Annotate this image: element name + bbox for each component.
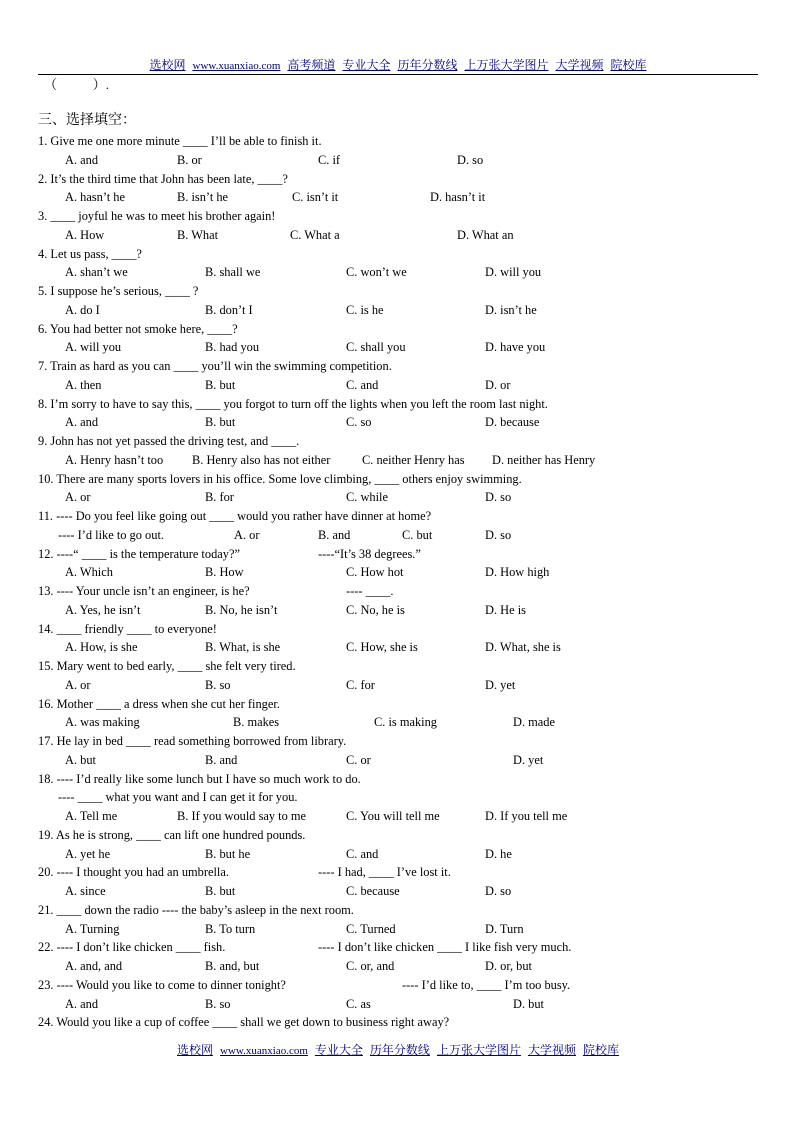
option-c: C. so	[346, 415, 372, 430]
option-b: B. or	[177, 152, 202, 167]
question-text-2: ---- ____ what you want and I can get it for you.	[58, 790, 298, 805]
option-b: B. isn’t he	[177, 190, 229, 205]
option-d: D. isn’t he	[485, 302, 537, 317]
option-a: A. and	[65, 152, 99, 167]
option-d: D. because	[485, 415, 540, 430]
option-c: C. and	[346, 377, 379, 392]
question-text: 5. I suppose he’s serious, ____ ?	[38, 284, 199, 298]
question-stem	[38, 582, 394, 601]
question-text: 21. ____ down the radio ---- the baby’s asleep in the next room.	[38, 902, 354, 917]
question-text: 3. ____ joyful he was to meet his brother again!	[38, 209, 276, 223]
option-a: A. How, is she	[65, 640, 138, 655]
question-text: 4. Let us pass, ____?	[38, 246, 142, 261]
question-stem	[38, 357, 392, 376]
option-b: B. makes	[233, 715, 280, 730]
option-d: D. How high	[485, 565, 550, 580]
question-text: 22. ---- I don’t like chicken ____ fish.	[38, 940, 226, 955]
option-a: A. How	[65, 227, 105, 242]
option-d: D. have you	[485, 340, 546, 355]
option-a: A. shan’t we	[65, 265, 128, 280]
option-c: C. or	[346, 752, 371, 767]
option-b: B. and, but	[205, 959, 260, 973]
option-b: B. Henry also has not either	[192, 452, 331, 467]
option-a: A. Henry hasn’t too	[65, 452, 164, 467]
option-c: C. No, he is	[346, 602, 405, 617]
question-text: 18. ---- I’d really like some lunch but I have so much work to do.	[38, 771, 361, 786]
option-a: A. or	[65, 677, 91, 692]
question-stem	[38, 395, 548, 414]
question-stem	[38, 901, 354, 920]
question-stem	[38, 320, 238, 339]
footer-link-xuanxiao[interactable]: 选校网	[177, 1043, 214, 1057]
option-c: C. How, she is	[346, 640, 418, 655]
option-a: A. and	[65, 415, 99, 430]
question-stem	[38, 432, 299, 451]
question-text: 2. It’s the third time that John has been late, ____?	[38, 171, 288, 186]
option-c: C. won’t we	[346, 265, 407, 280]
question-text: 24. Would you like a cup of coffee ____ shall we get down to business right away?	[38, 1015, 450, 1030]
question-stem	[38, 245, 142, 264]
question-reply: ---- I don’t like chicken ____ I like fish very much.	[318, 940, 572, 955]
option-c: C. as	[346, 996, 371, 1011]
question-text: 8. I’m sorry to have to say this, ____ you forgot to turn off the lights when you left the room last night.	[38, 396, 548, 411]
option-c: C. and	[346, 846, 379, 861]
header-link-majors[interactable]: 专业大全	[342, 58, 391, 72]
question-text: 6. You had better not smoke here, ____?	[38, 321, 238, 336]
option-d: D. made	[513, 715, 555, 730]
question-text-2: ---- I’d like to go out.	[58, 527, 164, 542]
question-stem	[38, 620, 217, 639]
option-c: C. What a	[290, 227, 340, 242]
question-stem	[38, 545, 421, 564]
question-stem	[38, 470, 522, 489]
option-d: D. so	[457, 152, 484, 167]
question-text: 17. He lay in bed ____ read something borrowed from library.	[38, 734, 347, 748]
option-b: B. but	[205, 884, 236, 898]
option-d: D. hasn’t it	[430, 190, 486, 205]
page-header	[38, 56, 758, 75]
option-c: C. if	[318, 152, 341, 167]
question-text: 19. As he is strong, ____ can lift one hundred pounds.	[38, 827, 306, 842]
question-text: 15. Mary went to bed early, ____ she felt very tired.	[38, 659, 296, 673]
question-reply: ---- I’d like to, ____ I’m too busy.	[402, 977, 571, 992]
option-c: C. or, and	[346, 959, 395, 973]
question-text: 16. Mother ____ a dress when she cut her finger.	[38, 696, 280, 711]
option-c: C. is he	[346, 302, 384, 317]
option-d: D. yet	[513, 752, 544, 767]
option-c: C. because	[346, 884, 400, 898]
option-a: A. or	[65, 490, 91, 505]
option-b: B. so	[205, 677, 231, 692]
option-a: A. but	[65, 752, 96, 767]
question-continuation	[38, 526, 512, 545]
option-b: B. but	[205, 415, 236, 430]
option-a: A. then	[65, 377, 102, 392]
question-stem	[38, 207, 275, 226]
option-b: B. so	[205, 996, 231, 1011]
question-text: 23. ---- Would you like to come to dinner tonight?	[38, 977, 286, 992]
option-d: D. will you	[485, 265, 542, 280]
question-stem	[38, 657, 296, 676]
option-a: A. and	[65, 996, 99, 1011]
answer-parenthesis: （ ）.	[44, 77, 110, 92]
option-c: C. is making	[374, 715, 437, 730]
question-stem	[38, 282, 198, 301]
question-text: 11. ---- Do you feel like going out ____ would you rather have dinner at home?	[38, 509, 432, 523]
option-b: B. but he	[205, 846, 251, 861]
option-d: D. yet	[485, 677, 516, 692]
question-stem	[38, 863, 451, 882]
question-stem	[38, 732, 346, 751]
option-b: B. for	[205, 490, 234, 505]
option-b: B. and	[205, 752, 238, 767]
option-a: A. Which	[65, 565, 113, 580]
question-stem	[38, 938, 572, 957]
option-a: A. Tell me	[65, 809, 118, 823]
option-a: A. hasn’t he	[65, 190, 125, 205]
question-stem	[38, 770, 361, 789]
option-a: A. since	[65, 884, 106, 898]
option-a: A. Yes, he isn’t	[65, 602, 141, 617]
option-d: D. or	[485, 377, 511, 392]
option-d: D. He is	[485, 602, 526, 617]
header-link-scores[interactable]: 历年分数线	[397, 58, 458, 72]
question-stem	[38, 976, 571, 995]
question-stem	[38, 1013, 449, 1032]
option-d: D. so	[485, 527, 512, 542]
header-link-xuanxiao[interactable]: 选校网	[149, 58, 186, 72]
footer-link-photos[interactable]: 上万张大学图片	[436, 1043, 521, 1057]
option-b: B. If you would say to me	[177, 809, 307, 823]
question-stem	[38, 695, 280, 714]
option-b: B. don’t I	[205, 302, 253, 317]
option-a: A. do I	[65, 302, 100, 317]
question-text: 9. John has not yet passed the driving test, and ____.	[38, 434, 300, 448]
page-footer	[38, 1041, 758, 1059]
option-a: A. was making	[65, 715, 140, 730]
question-text: 14. ____ friendly ____ to everyone!	[38, 621, 217, 636]
header-link-gaokao[interactable]: 高考频道	[287, 58, 336, 72]
option-a: A. and, and	[65, 959, 123, 973]
question-text: 10. There are many sports lovers in his office. Some love climbing, ____ others enjoy swimming.	[38, 471, 522, 486]
header-link-photos[interactable]: 上万张大学图片	[464, 58, 549, 72]
option-c: C. for	[346, 677, 375, 692]
option-c: C. You will tell me	[346, 809, 440, 823]
header-link-videos[interactable]: 大学视频	[555, 58, 604, 72]
option-c: C. but	[402, 527, 433, 542]
footer-link-scores[interactable]: 历年分数线	[369, 1043, 430, 1057]
option-d: D. What, she is	[485, 640, 561, 655]
question-stem	[38, 826, 305, 845]
option-d: D. so	[485, 490, 512, 505]
question-stem	[38, 170, 288, 189]
option-c: C. shall you	[346, 340, 406, 355]
question-stem	[38, 507, 431, 526]
option-d: D. What an	[457, 227, 514, 242]
option-a: A. or	[234, 527, 260, 542]
section-title: 三、选择填空：	[38, 112, 136, 128]
option-c: C. neither Henry has	[362, 452, 465, 467]
footer-link-colleges[interactable]: 院校库	[582, 1043, 619, 1057]
option-d: D. neither has Henry	[492, 452, 596, 467]
footer-link-url[interactable]: www.xuanxiao.com	[220, 1045, 308, 1057]
question-stem	[38, 132, 322, 151]
option-b: B. What	[177, 227, 219, 242]
option-d: D. or, but	[485, 959, 532, 973]
question-reply: ---- ____.	[346, 584, 394, 598]
option-d: D. so	[485, 884, 512, 898]
option-d: D. but	[513, 996, 544, 1011]
question-text: 12. ----“ ____ is the temperature today?”	[38, 546, 240, 561]
option-d: D. he	[485, 846, 512, 861]
footer-link-videos[interactable]: 大学视频	[527, 1043, 576, 1057]
option-a: A. will you	[65, 340, 122, 355]
option-a: A. Turning	[65, 921, 120, 936]
option-b: B. had you	[205, 340, 260, 355]
option-c: C. How hot	[346, 565, 404, 580]
option-b: B. shall we	[205, 265, 261, 280]
question-text: 1. Give me one more minute ____ I’ll be able to finish it.	[38, 134, 322, 148]
option-c: C. Turned	[346, 921, 396, 936]
option-b: B. and	[318, 527, 351, 542]
header-link-colleges[interactable]: 院校库	[610, 58, 647, 72]
option-a: A. yet he	[65, 846, 111, 861]
question-reply: ----“It’s 38 degrees.”	[318, 546, 421, 561]
option-b: B. What, is she	[205, 640, 281, 655]
question-continuation	[38, 788, 297, 807]
question-text: 20. ---- I thought you had an umbrella.	[38, 865, 229, 880]
header-link-url[interactable]: www.xuanxiao.com	[192, 60, 281, 72]
option-d: D. If you tell me	[485, 809, 568, 823]
question-reply: ---- I had, ____ I’ve lost it.	[318, 865, 451, 880]
option-b: B. To turn	[205, 921, 256, 936]
option-b: B. How	[205, 565, 244, 580]
option-c: C. while	[346, 490, 388, 505]
question-text: 13. ---- Your uncle isn’t an engineer, is he?	[38, 584, 250, 598]
question-text: 7. Train as hard as you can ____ you’ll win the swimming competition.	[38, 359, 392, 373]
option-b: B. No, he isn’t	[205, 602, 278, 617]
option-c: C. isn’t it	[292, 190, 339, 205]
option-b: B. but	[205, 377, 236, 392]
footer-link-majors[interactable]: 专业大全	[314, 1043, 363, 1057]
option-d: D. Turn	[485, 921, 524, 936]
